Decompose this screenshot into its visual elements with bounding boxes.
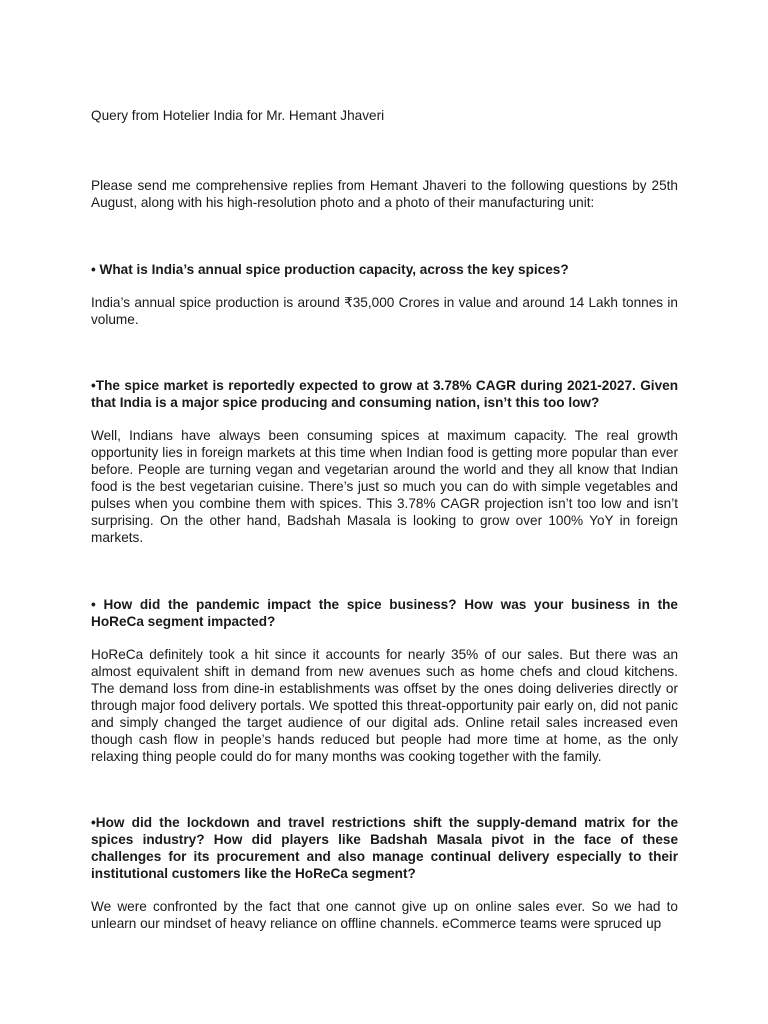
qa-block — [91, 596, 678, 765]
question-text: • What is India’s annual spice production capacity, across the key spices? — [91, 262, 569, 277]
question-text: •How did the lockdown and travel restrictions shift the supply-demand matrix for the spices industry? How did players like Badshah Masala pivot in the face of these challenges for its procurement and also manage continual delivery especially to their institutional customers like the HoReCa segment? — [91, 815, 678, 881]
question-text: • How did the pandemic impact the spice business? How was your business in the HoReCa segment impacted? — [91, 597, 678, 629]
document-title: Query from Hotelier India for Mr. Hemant Jhaveri — [91, 108, 385, 123]
answer-text: India’s annual spice production is around ₹35,000 Crores in value and around 14 Lakh tonnes in volume. — [91, 295, 678, 327]
question-text: •The spice market is reportedly expected to grow at 3.78% CAGR during 2021-2027. Given that India is a major spice producing and consuming nation, isn’t this too low? — [91, 378, 678, 410]
answer-text: HoReCa definitely took a hit since it accounts for nearly 35% of our sales. But there was an almost equivalent shift in demand from new avenues such as home chefs and cloud kitchens. The demand loss from dine-in establishments was offset by the ones doing deliveries directly or through major food delivery portals. We spotted this threat-opportunity pair early on, did not panic and simply changed the target audience of our digital ads. Online retail sales increased even though cash flow in people’s hands reduced but people had more time at home, as the only relaxing thing people could do for many months was cooking together with the family. — [91, 647, 678, 764]
answer-text: We were confronted by the fact that one cannot give up on online sales ever. So we had to unlearn our mindset of heavy reliance on offline channels. eCommerce teams were spruced up — [91, 899, 678, 931]
answer-text: Well, Indians have always been consuming spices at maximum capacity. The real growth opportunity lies in foreign markets at this time when Indian food is getting more popular than ever before. People are turning vegan and vegetarian around the world and they all know that Indian food is the best vegetarian cuisine. There’s just so much you can do with simple vegetables and pulses when you combine them with spices. This 3.78% CAGR projection isn’t too low and isn’t surprising. On the other hand, Badshah Masala is looking to grow over 100% YoY in foreign markets. — [91, 428, 678, 545]
qa-block — [91, 814, 678, 932]
intro-paragraph: Please send me comprehensive replies from Hemant Jhaveri to the following questions by 25th August, along with his high-resolution photo and a photo of their manufacturing unit: — [91, 178, 678, 210]
qa-block — [91, 261, 678, 328]
document-body — [91, 107, 678, 932]
qa-block — [91, 377, 678, 546]
